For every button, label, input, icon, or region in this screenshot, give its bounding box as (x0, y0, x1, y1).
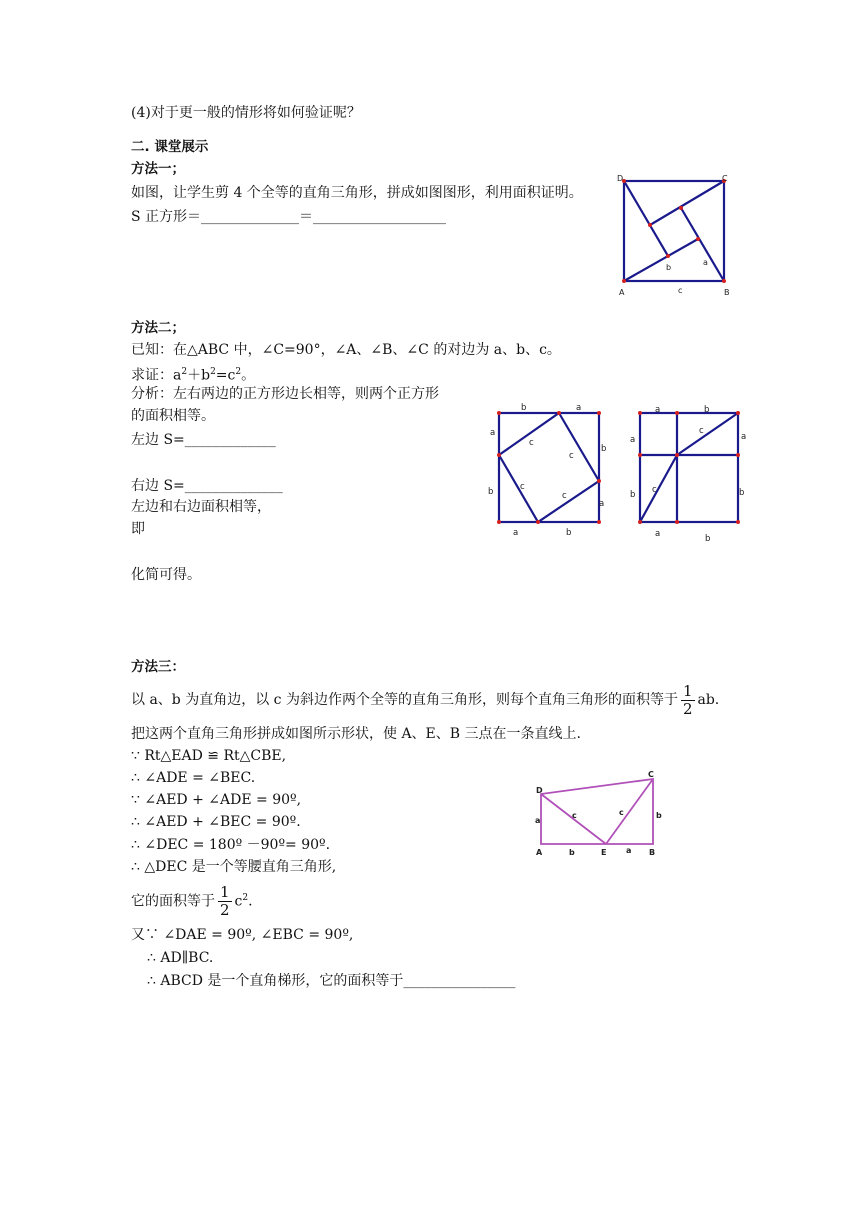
label-a: a (703, 258, 708, 267)
method2-title: 方法二； (131, 320, 185, 336)
svg-text:c: c (562, 491, 567, 501)
svg-text:a: a (741, 432, 747, 442)
step-6: ∴ △DEC 是一个等腰直角三角形, (131, 859, 337, 875)
svg-text:b: b (630, 490, 636, 500)
svg-text:a: a (655, 529, 661, 539)
svg-text:a: a (630, 435, 636, 445)
svg-text:D: D (536, 786, 543, 795)
step-2: ∴ ∠ADE = ∠BEC. (131, 770, 256, 786)
svg-text:b: b (566, 528, 572, 538)
svg-text:a: a (576, 403, 582, 413)
method2-equal: 左边和右边面积相等， (131, 499, 271, 515)
step-10: ∴ ABCD 是一个直角梯形，它的面积等于________________ (147, 973, 516, 989)
svg-text:B: B (649, 848, 656, 857)
step-4: ∴ ∠AED + ∠BEC = 90º. (131, 814, 301, 830)
svg-text:b: b (601, 444, 607, 454)
svg-text:b: b (705, 534, 711, 544)
question-4: (4)对于更一般的情形将如何验证呢？ (131, 105, 361, 121)
method2-analysis-2: 的面积相等。 (131, 408, 215, 424)
svg-text:a: a (535, 816, 541, 825)
method2-analysis-1: 分析：左右两边的正方形边长相等，则两个正方形 (131, 386, 439, 402)
step-1: ∵ Rt△EAD ≌ Rt△CBE, (131, 748, 287, 764)
svg-text:E: E (601, 848, 607, 857)
label-C: C (722, 174, 728, 183)
method3-line2: 把这两个直角三角形拼成如图所示形状，使 A、E、B 三点在一条直线上. (131, 726, 581, 742)
method1-figure (615, 172, 740, 298)
label-A: A (619, 288, 625, 297)
svg-text:c: c (699, 426, 704, 436)
svg-text:b: b (656, 811, 662, 820)
method3-title: 方法三： (131, 659, 185, 675)
svg-text:c: c (652, 485, 657, 495)
svg-text:b: b (704, 405, 710, 415)
method1-desc: 如图，让学生剪 4 个全等的直角三角形，拼成如图图形，利用面积证明。 (131, 185, 583, 201)
method2-left: 左边 S=_____________ (131, 432, 276, 448)
label-D: D (617, 174, 624, 183)
svg-text:b: b (739, 488, 745, 498)
method2-right: 右边 S=______________ (131, 478, 283, 494)
method2-prove: 求证：$a^2+b^2=c^2$。 (131, 367, 256, 384)
svg-text:b: b (488, 487, 494, 497)
svg-text:b: b (569, 848, 575, 857)
svg-text:a: a (626, 846, 632, 855)
step-7: 它的面积等于 $\frac{1}{2}$ $c^2$. (131, 883, 253, 920)
section-heading: 二. 课堂展示 (131, 139, 209, 155)
svg-text:a: a (655, 405, 661, 415)
svg-text:c: c (520, 482, 525, 492)
label-b: b (666, 263, 672, 272)
method1-title: 方法一； (131, 161, 185, 177)
svg-text:A: A (536, 848, 543, 857)
step-8: 又∵ ∠DAE = 90º, ∠EBC = 90º, (131, 927, 354, 943)
svg-text:a: a (599, 499, 605, 509)
svg-text:c: c (619, 808, 624, 817)
method2-known: 已知：在△ABC 中，∠C=90°，∠A、∠B、∠C 的对边为 a、b、c。 (131, 342, 561, 358)
svg-text:c: c (529, 438, 534, 448)
svg-text:c: c (569, 451, 574, 461)
label-c: c (678, 286, 683, 295)
svg-text:c: c (572, 811, 577, 820)
method2-ji: 即 (131, 521, 145, 537)
label-B: B (724, 288, 730, 297)
step-9: ∴ AD∥BC. (147, 950, 214, 966)
step-5: ∴ ∠DEC = 180º －90º= 90º. (131, 837, 331, 853)
svg-text:C: C (648, 770, 654, 779)
method2-figure (480, 398, 760, 548)
method3-line1: 以 a、b 为直角边，以 c 为斜边作两个全等的直角三角形，则每个直角三角形的面积等于 $\frac{1}{2}$ ab. (131, 681, 720, 718)
svg-text:a: a (490, 428, 496, 438)
method1-formula: S 正方形＝______________＝___________________ (131, 209, 447, 225)
method3-figure (530, 765, 670, 860)
method2-simplify: 化简可得。 (131, 567, 201, 583)
svg-text:b: b (521, 403, 527, 413)
svg-text:a: a (513, 528, 519, 538)
step-3: ∵ ∠AED + ∠ADE = 90º, (131, 792, 302, 808)
